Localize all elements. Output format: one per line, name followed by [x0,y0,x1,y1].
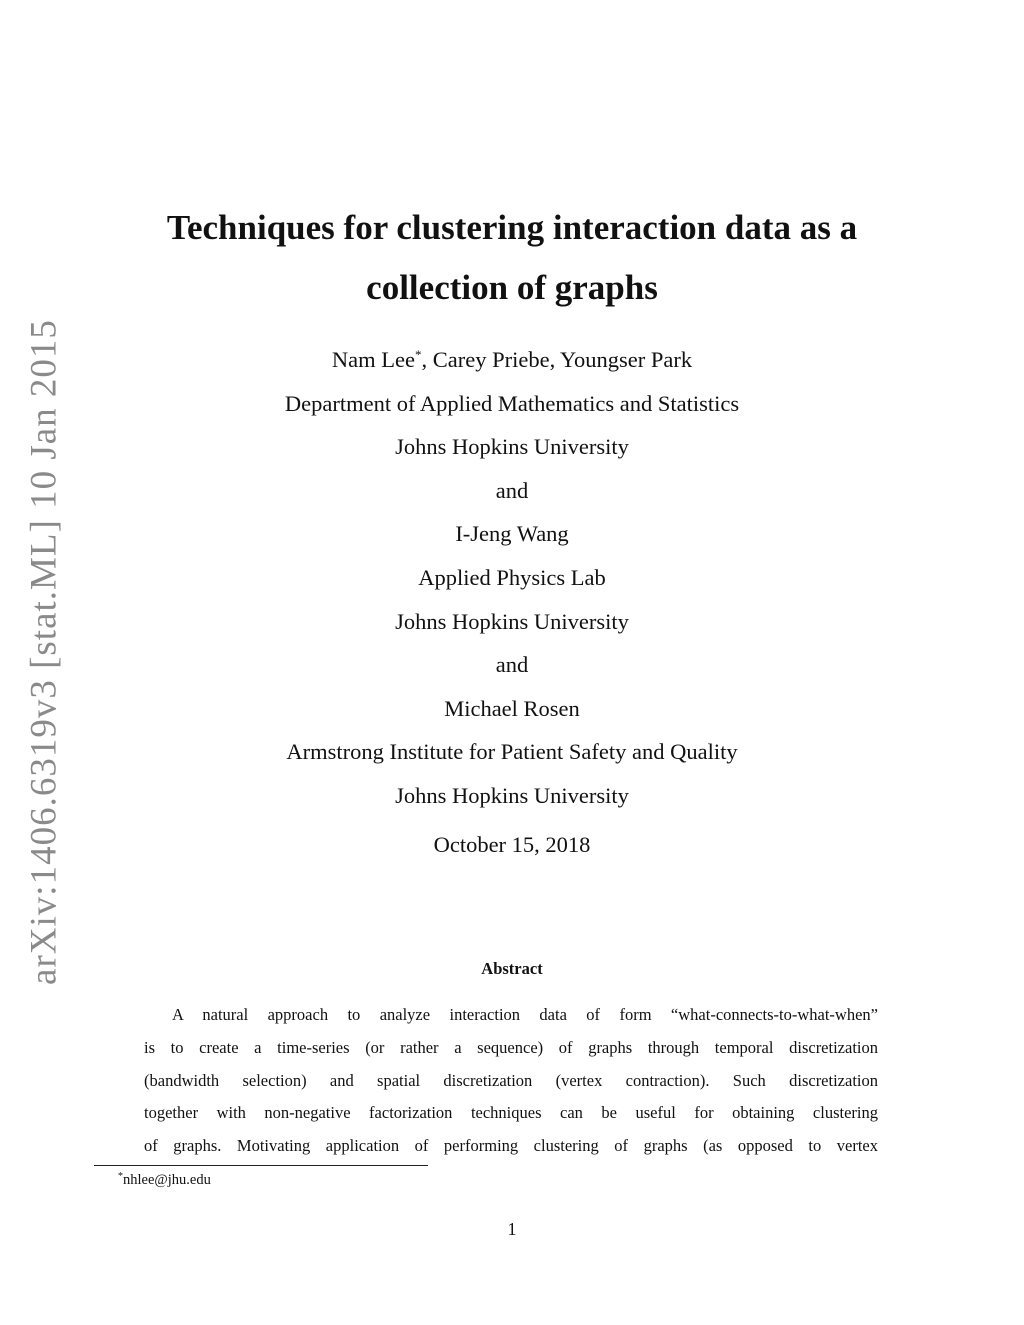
abstract-line: of graphs. Motivating application of performing clustering of graphs (as opposed to vertex [144,1136,878,1156]
and-separator-2: and [495,652,529,678]
affiliation-2-university: Johns Hopkins University [395,608,629,634]
affiliation-3-university: Johns Hopkins University [395,782,629,808]
author-block [112,343,912,823]
author-3-name: Michael Rosen [444,695,580,721]
arxiv-identifier-stamp: arXiv:1406.6319v3 [stat.ML] 10 Jan 2015 [23,319,65,985]
title-line-2: collection of graphs [366,268,658,307]
affiliation-2-department: Applied Physics Lab [418,564,606,590]
and-separator-1: and [495,477,529,503]
first-author-name: Nam Lee [331,347,415,372]
footnote-mark: * [118,1171,123,1182]
author-2-name: I-Jeng Wang [455,521,569,547]
abstract-line: (bandwidth selection) and spatial discretization (vertex contraction). Such discretization [144,1070,878,1090]
abstract-line: together with non-negative factorization techniques can be useful for obtaining clustering [144,1103,878,1123]
abstract-heading: Abstract [481,959,543,978]
paper-date: October 15, 2018 [433,832,591,857]
page-number: 1 [507,1219,517,1239]
paper-title [100,198,924,318]
abstract-line: A natural approach to analyze interaction data of form “what-connects-to-what-when” [172,1005,878,1024]
title-line-1: Techniques for clustering interaction data as a [166,208,858,247]
abstract-body [144,999,878,1163]
footnote-marker: * [415,347,422,362]
coauthor-names: , Carey Priebe, Youngser Park [421,347,693,372]
affiliation-1-department: Department of Applied Mathematics and Statistics [284,390,740,416]
affiliation-1-university: Johns Hopkins University [395,434,629,460]
affiliation-3-department: Armstrong Institute for Patient Safety and Quality [286,739,738,765]
abstract-line: is to create a time-series (or rather a sequence) of graphs through temporal discretization [144,1037,878,1057]
author-line [112,343,912,387]
footnote [118,1170,211,1190]
footnote-email: nhlee@jhu.edu [123,1172,211,1188]
footnote-divider [94,1165,428,1166]
